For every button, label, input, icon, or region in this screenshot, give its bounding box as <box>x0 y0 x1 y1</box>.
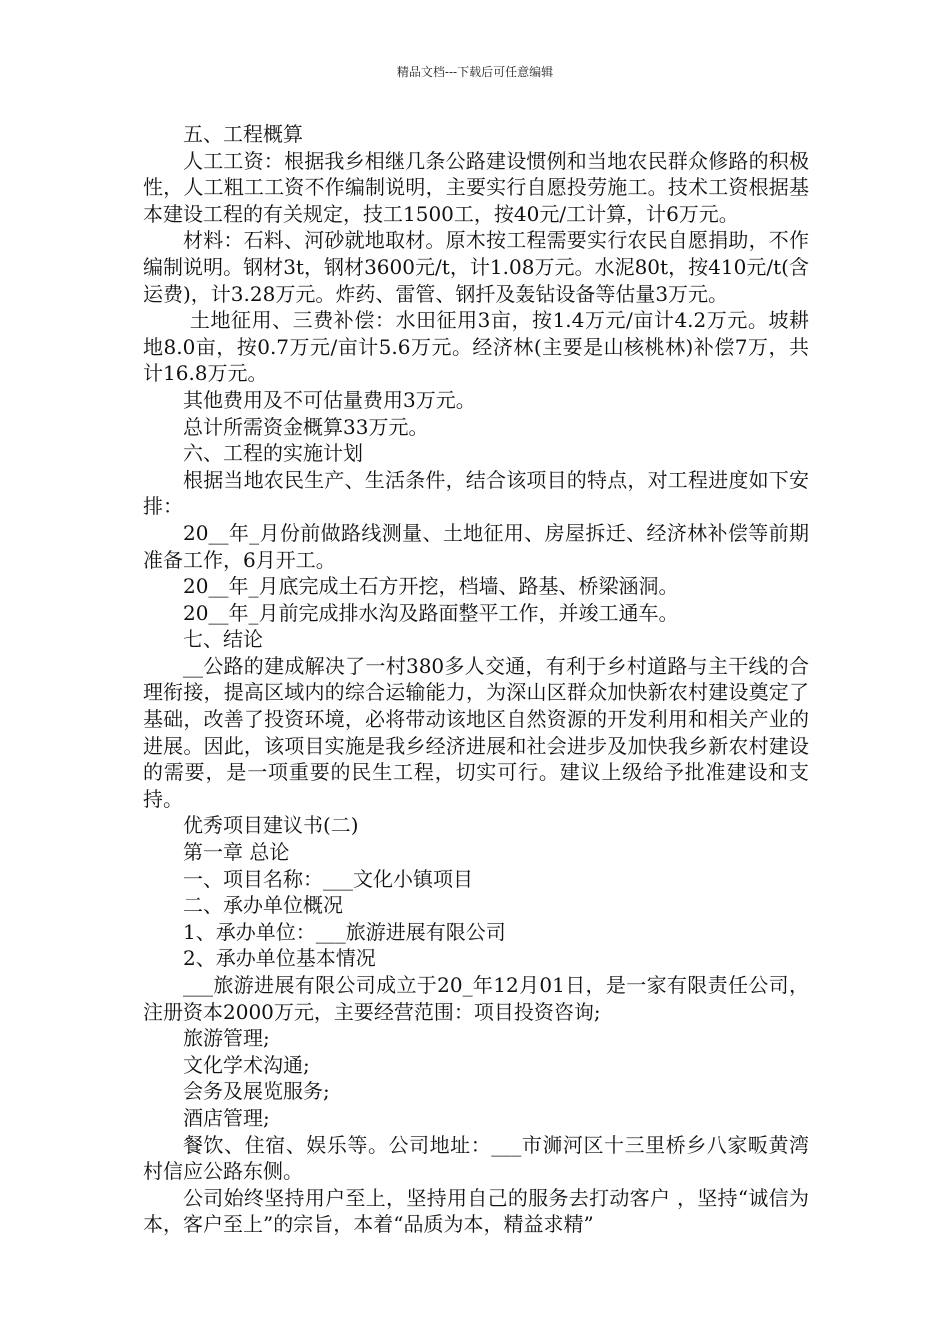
list-item-culture: 文化学术沟通; <box>183 1052 310 1077</box>
page-header: 精品文档---下载后可任意编辑 <box>396 65 554 79</box>
paragraph-other-costs: 其他费用及不可估量费用3万元。 <box>183 387 476 412</box>
paragraph-company-info: ___旅游进展有限公司成立于20_年12月01日，是一家有限责任公司，注册资本2000万元，主要经营范围：项目投资咨询; <box>143 973 809 1024</box>
section-heading-6: 六、工程的实施计划 <box>183 441 363 466</box>
section-heading-5: 五、工程概算 <box>183 122 303 146</box>
list-item-tourism: 旅游管理; <box>183 1026 270 1051</box>
section-heading-7: 七、结论 <box>183 627 263 652</box>
list-item-exhibition: 会务及展览服务; <box>183 1079 330 1104</box>
paragraph-organizer: 1、承办单位：___旅游进展有限公司 <box>183 919 506 944</box>
paragraph-schedule-step-3: 20__年_月前完成排水沟及路面整平工作，并竣工通车。 <box>183 600 679 625</box>
subsection-heading-organizer-info: 2、承办单位基本情况 <box>183 946 376 971</box>
paragraph-company-philosophy: 公司始终坚持用户至上，坚持用自己的服务去打动客户 ，坚持“诚信为本，客户至上”的宗旨，本着“品质为本，精益求精” <box>143 1185 809 1237</box>
paragraph-schedule-step-2: 20__年_月底完成土石方开挖，档墙、路基、桥梁涵洞。 <box>183 574 679 599</box>
paragraph-conclusion: __公路的建成解决了一村380多人交通，有利于乡村道路与主干线的合理衔接，提高区域内的综合运输能力，为深山区群众加快新农村建设奠定了基础，改善了投资环境，必将带动该地区自然资源的开发利用和相关产业的进展。因此，该项目实施是我乡经济进展和社会进步及加快我乡新农村建设的需要，是一项重要的民生工程，切实可行。建议上级给予批准建设和支持。 <box>143 653 809 811</box>
paragraph-schedule-intro: 根据当地农民生产、生活条件，结合该项目的特点，对工程进度如下安排： <box>143 467 809 519</box>
document-body <box>143 121 809 1238</box>
paragraph-project-name: 一、项目名称：___文化小镇项目 <box>183 866 473 891</box>
chapter-heading-1: 第一章 总论 <box>183 840 290 865</box>
paragraph-land-compensation: 土地征用、三费补偿：水田征用3亩，按1.4万元/亩计4.2万元。坡耕地8.0亩，按0.7万元/亩计5.6万元。经济林(主要是山核桃林)补偿7万，共计16.8万元。 <box>143 308 810 386</box>
paragraph-total-budget: 总计所需资金概算33万元。 <box>183 414 429 439</box>
section-heading-organizer: 二、承办单位概况 <box>183 893 343 918</box>
paragraph-schedule-step-1: 20__年_月份前做路线测量、土地征用、房屋拆迁、经济林补偿等前期准备工作，6月开工。 <box>143 520 809 572</box>
paragraph-labor-cost: 人工工资：根据我乡相继几条公路建设惯例和当地农民群众修路的积极性，人工粗工工资不作编制说明，主要实行自愿投劳施工。技术工资根据基本建设工程的有关规定，技工1500工，按40元/工计算，计6万元。 <box>143 148 809 226</box>
list-item-hotel: 酒店管理; <box>183 1105 270 1130</box>
paragraph-address: 餐饮、住宿、娱乐等。公司地址：___市浉河区十三里桥乡八家畈黄湾村信应公路东侧。 <box>143 1132 809 1184</box>
document-title-2: 优秀项目建议书(二) <box>183 813 359 838</box>
paragraph-materials: 材料：石料、河砂就地取材。原木按工程需要实行农民自愿捐助，不作编制说明。钢材3t，钢材3600元/t，计1.08万元。水泥80t，按410元/t(含运费)，计3.28万元。炸药、雷管、钢扦及轰钻设备等估量3万元。 <box>143 228 809 306</box>
